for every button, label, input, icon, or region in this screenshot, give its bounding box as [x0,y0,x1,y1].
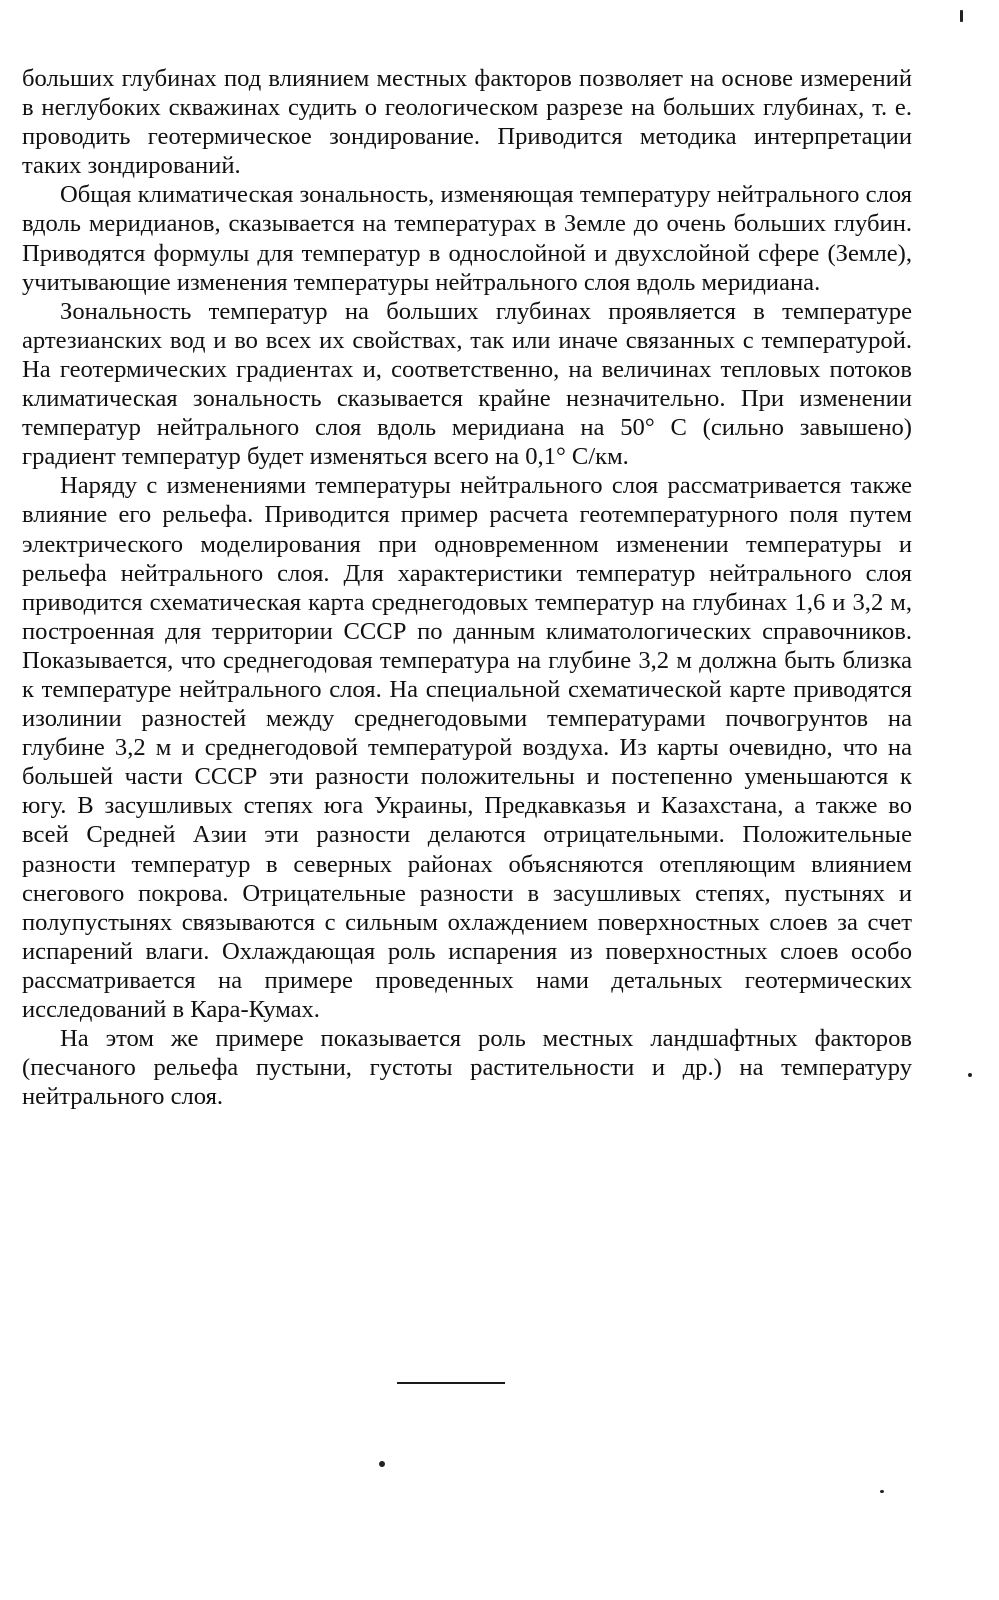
document-body [22,64,912,1111]
paragraph-2: Общая климатическая зональность, изменяющая температуру нейтрального слоя вдоль меридианов, сказывается на температурах в Земле до очень больших глубин. Приводятся формулы для температур в однослойной и двухслойной сфере (Земле), учитывающие изменения температуры нейтрального слоя вдоль меридиана. [22,181,912,296]
paragraph-4: Наряду с изменениями температуры нейтрального слоя рассматривается также влияние его рельефа. Приводится пример расчета геотемпературного поля путем электрического моделирования при одновременном изменении температуры и рельефа нейтрального слоя. Для характеристики температур нейтрального слоя приводится схематическая карта среднегодовых температур на глубинах 1,6 и 3,2 м, построенная для территории СССР по данным климатологических справочников. Показывается, что среднегодовая температура на глубине 3,2 м должна быть близка к температуре нейтрального слоя. На специальной схематической карте приводятся изолинии разностей между среднегодовыми температурами почвогрунтов на глубине 3,2 м и среднегодовой температурой воздуха. Из карты очевидно, что на большей части СССР эти разности положительны и постепенно уменьшаются к югу. В засушливых степях юга Украины, Предкавказья и Казахстана, а также во всей Средней Азии эти разности делаются отрицательными. Положительные разности температур в северных районах объясняются отепляющим влиянием снегового покрова. Отрицательные разности в засушливых степях, пустынях и полупустынях связываются с сильным охлаждением поверхностных слоев за счет испарений влаги. Охлаждающая роль испарения из поверхностных слоев особо рассматривается на примере проведенных нами детальных геотермических исследований в Кара-Кумах. [22,472,912,1023]
section-divider [397,1382,505,1384]
scan-mark [379,1461,385,1467]
paragraph-3: Зональность температур на больших глубинах проявляется в температуре артезианских вод и во всех их свойствах, так или иначе связанных с температурой. На геотермических градиентах и, соответственно, на величинах тепловых потоков климатическая зональность сказывается крайне незначительно. При изменении температур нейтрального слоя вдоль меридиана на 50° С (сильно завышено) градиент температур будет изменяться всего на 0,1° С/км. [22,297,912,471]
paragraph-1: больших глубинах под влиянием местных факторов позволяет на основе измерений в неглубоких скважинах судить о геологическом разрезе на больших глубинах, т. е. проводить геотермическое зондирование. Приводится методика интерпретации таких зондирований. [22,65,912,180]
scan-mark [960,10,963,22]
paragraph-5: На этом же примере показывается роль местных ландшафтных факторов (песчаного рельефа пустыни, густоты растительности и др.) на температуру нейтрального слоя. [22,1025,912,1111]
scan-mark [880,1490,884,1493]
scan-mark [968,1073,972,1077]
